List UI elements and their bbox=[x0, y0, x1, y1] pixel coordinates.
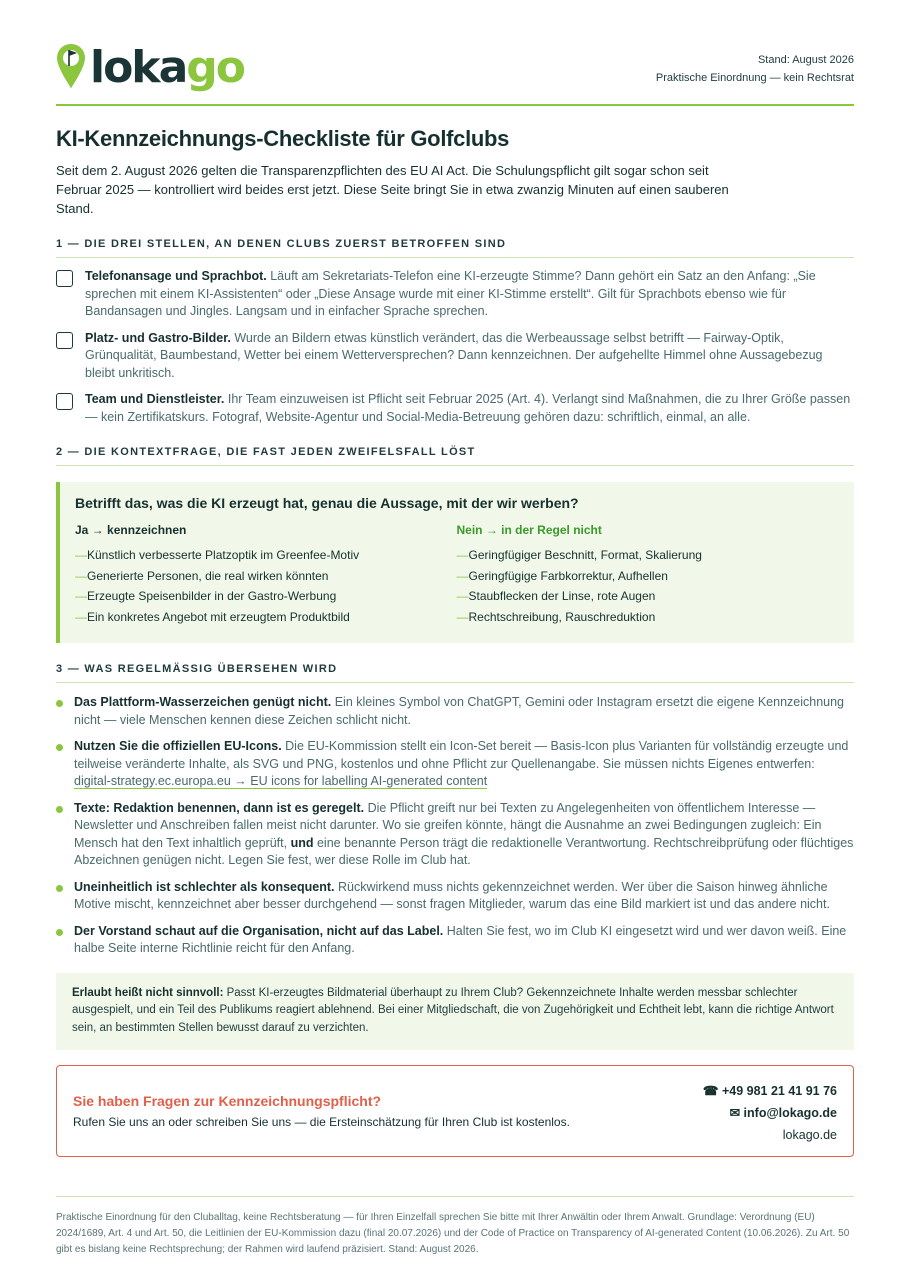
contact-subtitle: Rufen Sie uns an oder schreiben Sie uns — die Ersteinschätzung für Ihren Club ist kostenlos. bbox=[73, 1115, 570, 1129]
phone-link[interactable]: ☎ +49 981 21 41 91 76 bbox=[702, 1084, 837, 1098]
bullet-dot-icon bbox=[56, 885, 63, 892]
checklist-item bbox=[56, 268, 854, 321]
footer-disclaimer: Praktische Einordnung für den Cluballtag, keine Rechtsberatung — für Ihren Einzelfall sprechen Sie bitte mit Ihrer Anwältin oder Ihrem Anwalt. Grundlage: Verordnung (EU) 2024/1689, Art. 4 und Art. 50, die Leitlinien der EU-Kommission dazu (final 20.07.2026) und der Code of Practice on Transparency of AI-generated Content (10.06.2026). Zu Art. 50 gibt es bislang keine Rechtsprechung; der Rahmen wird laufend präzisiert. Stand: August 2026. bbox=[56, 1196, 854, 1258]
note-title: Erlaubt heißt nicht sinnvoll: bbox=[72, 986, 224, 999]
yes-column bbox=[75, 523, 457, 627]
list-item: —Erzeugte Speisenbilder in der Gastro-Werbung bbox=[75, 589, 337, 603]
checklist-item-text: Wurde an Bildern etwas künstlich verändert, das die Werbeaussage selbst betrifft — Fairway-Optik, Grünqualität, Baumbestand, Wetter bei einem Wetterversprechen? Dann kennzeichnen. Der aufgehellte Himmel ohne Aussagebezug bleibt unkritisch. bbox=[85, 330, 823, 380]
bullet-item: Das Plattform-Wasserzeichen genügt nicht. Ein kleines Symbol von ChatGPT, Gemini oder Instagram ersetzt die eigene Kennzeichnung nicht — viele Menschen kennen diese Zeichen schlicht nicht. bbox=[56, 694, 854, 729]
bullet-dot-icon bbox=[56, 806, 63, 813]
list-item: —Staubflecken der Linse, rote Augen bbox=[456, 589, 656, 603]
list-item: —Ein konkretes Angebot mit erzeugtem Produktbild bbox=[75, 609, 350, 624]
section2-title: 2 — DIE KONTEXTFRAGE, DIE FAST JEDEN ZWEIFELSFALL LÖST bbox=[56, 446, 854, 466]
context-question: Betrifft das, was die KI erzeugt hat, genau die Aussage, mit der wir werben? bbox=[75, 495, 579, 511]
bullet-item: Der Vorstand schaut auf die Organisation, nicht auf das Label. Halten Sie fest, wo im Club KI eingesetzt wird und wer davon weiß. Eine halbe Seite interne Richtlinie reicht für den Anfang. bbox=[56, 923, 854, 958]
intro-text: Seit dem 2. August 2026 gelten die Transparenzpflichten des EU AI Act. Die Schulungspflicht gilt sogar schon seit Februar 2025 — kontrolliert wird beides erst jetzt. Diese Seite bringt Sie in etwa zwanzig Minuten auf einen sauberen Stand. bbox=[56, 163, 729, 216]
header bbox=[56, 0, 854, 106]
checkbox[interactable] bbox=[56, 393, 73, 410]
eu-icons-link[interactable]: digital-strategy.ec.europa.eu → EU icons for labelling AI-generated content bbox=[74, 774, 488, 788]
note-box bbox=[56, 973, 854, 1051]
checklist bbox=[56, 268, 854, 426]
list-item: —Rechtschreibung, Rauschreduktion bbox=[456, 609, 656, 624]
checklist-item bbox=[56, 391, 854, 426]
bullet-item: Nutzen Sie die offiziellen EU-Icons. Die EU-Kommission stellt ein Icon-Set bereit — Basis-Icon plus Varianten für vollständig erzeugte und teilweise veränderte Inhalte, als SVG und PNG, kostenlos und ohne Pflicht zur Quellenangabe. Sie müssen nichts Eigenes entwerfen: digital-strategy.ec.europa.eu → EU icons for labelling AI-generated content bbox=[56, 738, 854, 791]
golf-pin-icon bbox=[56, 42, 86, 90]
logo-wordmark: lokago bbox=[90, 42, 244, 93]
bullet-dot-icon bbox=[56, 929, 63, 936]
context-columns bbox=[75, 523, 838, 627]
checklist-item-text: Läuft am Sekretariats-Telefon eine KI-erzeugte Stimme? Dann gehört ein Satz an den Anfang: „Sie sprechen mit einem KI-Assistenten“ oder „Diese Ansage wurde mit einer KI-Stimme erstellt“. Gilt für Sprachbots ebenso wie für Bandansagen und Jingles. Langsam und in einfacher Sprache sprechen. bbox=[85, 269, 816, 318]
no-heading: Nein → in der Regel nicht bbox=[456, 523, 602, 537]
list-item: —Künstlich verbesserte Platzoptik im Greenfee-Motiv bbox=[75, 548, 360, 562]
context-box bbox=[56, 482, 854, 643]
list-item: —Generierte Personen, die real wirken könnten bbox=[75, 568, 329, 583]
header-meta bbox=[656, 51, 854, 87]
checklist-item-title: Telefonansage und Sprachbot. bbox=[85, 269, 267, 283]
email-link[interactable]: ✉ info@lokago.de bbox=[729, 1106, 837, 1120]
section3-title: 3 — WAS REGELMÄSSIG ÜBERSEHEN WIRD bbox=[56, 663, 854, 683]
no-column bbox=[457, 523, 839, 627]
bullet-list bbox=[56, 694, 854, 958]
checklist-item-title: Platz- und Gastro-Bilder. bbox=[85, 330, 231, 345]
issue-date: Stand: August 2026 bbox=[757, 54, 854, 66]
section1-title: 1 — DIE DREI STELLEN, AN DENEN CLUBS ZUERST BETROFFEN SIND bbox=[56, 238, 854, 258]
checklist-item bbox=[56, 330, 854, 383]
contact-details bbox=[703, 1080, 837, 1146]
list-item: —Geringfügige Farbkorrektur, Aufhellen bbox=[456, 568, 668, 583]
contact-title: Sie haben Fragen zur Kennzeichnungspflicht? bbox=[73, 1093, 382, 1109]
note-text: Passt KI-erzeugtes Bildmaterial überhaupt zu Ihrem Club? Gekennzeichnete Inhalte werden messbar schlechter ausgespielt, und ein Teil des Publikums reagiert ablehnend. Bei einer Mitgliedschaft, die von Zugehörigkeit und Echtheit lebt, kann die richtige Antwort sein, an bestimmten Stellen bewusst darauf zu verzichten. bbox=[72, 986, 834, 1034]
header-subtitle: Praktische Einordnung — kein Rechtsrat bbox=[655, 72, 854, 84]
contact-box bbox=[56, 1065, 854, 1157]
website-link[interactable]: lokago.de bbox=[782, 1128, 837, 1142]
list-item: —Geringfügiger Beschnitt, Format, Skalierung bbox=[456, 548, 702, 562]
checkbox[interactable] bbox=[56, 270, 73, 287]
bullet-dot-icon bbox=[56, 744, 63, 751]
checkbox[interactable] bbox=[56, 332, 73, 349]
lokago-logo bbox=[56, 42, 244, 94]
bullet-dot-icon bbox=[56, 700, 63, 707]
document-page bbox=[56, 0, 854, 1255]
bullet-item: Texte: Redaktion benennen, dann ist es geregelt. Die Pflicht greift nur bei Texten zu Angelegenheiten von öffentlichem Interesse — Newsletter und Anschreiben fallen meist nicht darunter. Wo sie greifen könnte, hängt die Ausnahme an zwei Bedingungen zugleich: Ein Mensch hat den Text inhaltlich geprüft, und eine benannte Person trägt die redaktionelle Verantwortung. Rechtschreibprüfung oder flüchtiges Abzeichnen genügen nicht. Legen Sie fest, wer diese Rolle im Club hat. bbox=[56, 800, 854, 870]
yes-heading: Ja → kennzeichnen bbox=[75, 523, 187, 537]
bullet-item: Uneinheitlich ist schlechter als konsequent. Rückwirkend muss nichts gekennzeichnet werden. Wer über die Saison hinweg ähnliche Motive mischt, kennzeichnet aber besser durchgehend — sonst fragen Mitglieder, warum das eine Bild markiert ist und das andere nicht. bbox=[56, 879, 854, 914]
page-title: KI-Kennzeichnungs-Checkliste für Golfclubs bbox=[56, 126, 510, 151]
checklist-item-title: Team und Dienstleister. bbox=[85, 392, 225, 406]
mail-icon: ✉ bbox=[729, 1106, 741, 1120]
phone-icon: ☎ bbox=[702, 1084, 719, 1098]
checklist-item-text: Ihr Team einzuweisen ist Pflicht seit Februar 2025 (Art. 4). Verlangt sind Maßnahmen, die zu Ihrer Größe passen — kein Zertifikatskurs. Fotograf, Website-Agentur und Social-Media-Betreuung gehören dazu: schriftlich, einmal, an alle. bbox=[85, 392, 851, 424]
